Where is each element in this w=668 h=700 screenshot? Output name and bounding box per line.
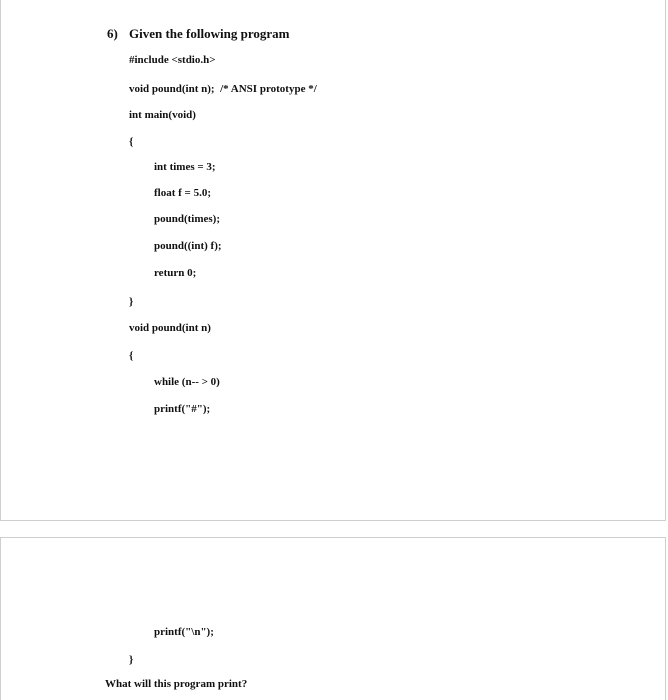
question-number: 6) [107,26,118,41]
code-line: #include <stdio.h> [129,54,216,66]
question-prompt: What will this program print? [105,678,248,690]
code-line: void pound(int n) [129,322,211,334]
code-line: while (n-- > 0) [154,376,220,388]
code-line: { [129,136,134,148]
question-title: Given the following program [129,26,290,41]
code-line: return 0; [154,267,197,279]
code-line: } [129,654,134,666]
code-line: int times = 3; [154,161,216,173]
code-line: pound((int) f); [154,240,222,252]
page-panel-bottom [0,537,666,700]
code-line: pound(times); [154,213,221,225]
code-line: } [129,296,134,308]
code-line: int main(void) [129,109,196,121]
code-line: void pound(int n); /* ANSI prototype */ [129,83,317,95]
code-line: float f = 5.0; [154,187,211,199]
code-line: printf("#"); [154,403,211,415]
code-line: { [129,350,134,362]
code-line: printf("\n"); [154,626,214,638]
